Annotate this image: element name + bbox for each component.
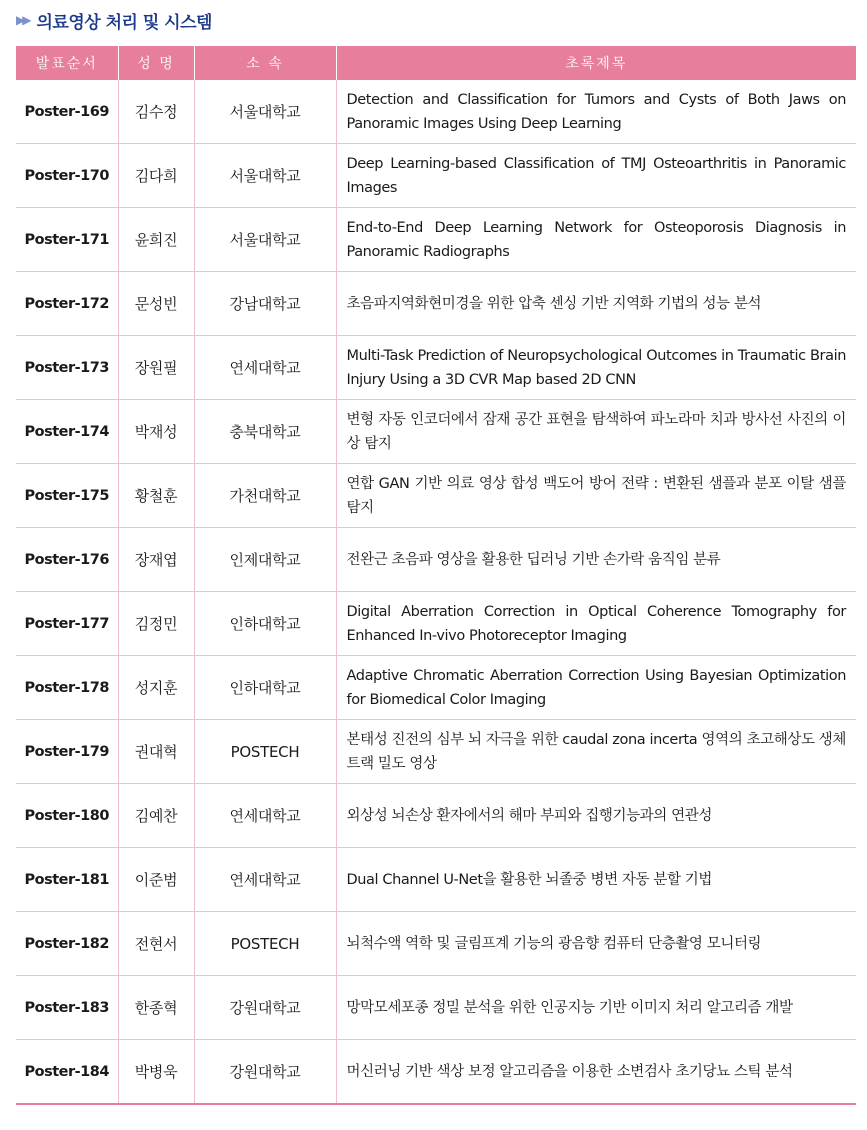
- author-affiliation: 인하대학교: [194, 592, 336, 656]
- header-affiliation: 소 속: [194, 46, 336, 80]
- author-affiliation: 연세대학교: [194, 784, 336, 848]
- author-affiliation: 인하대학교: [194, 656, 336, 720]
- double-arrow-icon: ▶▶: [16, 13, 29, 27]
- table-row: [16, 848, 856, 912]
- table-row: [16, 464, 856, 528]
- poster-order: Poster-180: [16, 784, 118, 848]
- table-row: [16, 272, 856, 336]
- author-name: 문성빈: [118, 272, 194, 336]
- table-row: [16, 528, 856, 592]
- author-name: 장재엽: [118, 528, 194, 592]
- table-row: [16, 784, 856, 848]
- author-name: 박병욱: [118, 1040, 194, 1105]
- table-row: [16, 592, 856, 656]
- author-affiliation: 가천대학교: [194, 464, 336, 528]
- abstract-title: 머신러닝 기반 색상 보정 알고리즘을 이용한 소변검사 초기당뇨 스틱 분석: [346, 1063, 793, 1080]
- poster-order: Poster-176: [16, 528, 118, 592]
- abstract-title: Detection and Classification for Tumors and Cysts of Both Jaws on Panoramic Images Using Deep Learning: [336, 80, 856, 144]
- poster-order: Poster-172: [16, 272, 118, 336]
- abstract-title: 뇌척수액 역학 및 글림프계 기능의 광음향 컴퓨터 단층촬영 모니터링: [336, 912, 856, 976]
- abstract-title: 초음파지역화현미경을 위한 압축 센싱 기반 지역화 기법의 성능 분석: [336, 272, 856, 336]
- header-name: 성 명: [118, 46, 194, 80]
- abstract-title: 본태성 진전의 심부 뇌 자극을 위한 caudal zona incerta 영역의 초고해상도 생체 트랙 밀도 영상: [336, 720, 856, 784]
- abstract-title: Digital Aberration Correction in Optical Coherence Tomography for Enhanced In-vivo Photoreceptor Imaging: [336, 592, 856, 656]
- poster-order: Poster-175: [16, 464, 118, 528]
- author-affiliation: 연세대학교: [194, 336, 336, 400]
- author-name: 황철훈: [118, 464, 194, 528]
- author-affiliation: 강원대학교: [194, 1040, 336, 1105]
- abstract-title: 변형 자동 인코더에서 잠재 공간 표현을 탐색하여 파노라마 치과 방사선 사진의 이상 탐지: [336, 400, 856, 464]
- author-name: 장원필: [118, 336, 194, 400]
- author-affiliation: POSTECH: [194, 720, 336, 784]
- poster-order: Poster-177: [16, 592, 118, 656]
- poster-table: [16, 46, 856, 1105]
- table-row: [16, 912, 856, 976]
- poster-order: Poster-171: [16, 208, 118, 272]
- author-name: 김예찬: [118, 784, 194, 848]
- poster-order: Poster-170: [16, 144, 118, 208]
- abstract-title: Deep Learning-based Classification of TMJ Osteoarthritis in Panoramic Images: [336, 144, 856, 208]
- table-row: [16, 208, 856, 272]
- poster-order: Poster-183: [16, 976, 118, 1040]
- author-name: 이준범: [118, 848, 194, 912]
- author-affiliation: POSTECH: [194, 912, 336, 976]
- table-row: [16, 1040, 856, 1105]
- poster-order: Poster-178: [16, 656, 118, 720]
- abstract-title: 연합 GAN 기반 의료 영상 합성 백도어 방어 전략 : 변환된 샘플과 분포 이탈 샘플 탐지: [336, 464, 856, 528]
- poster-order: Poster-174: [16, 400, 118, 464]
- author-affiliation: 인제대학교: [194, 528, 336, 592]
- table-row: [16, 720, 856, 784]
- poster-order: Poster-173: [16, 336, 118, 400]
- author-name: 김다희: [118, 144, 194, 208]
- poster-order: Poster-184: [16, 1040, 118, 1105]
- poster-order: Poster-179: [16, 720, 118, 784]
- table-row: [16, 976, 856, 1040]
- abstract-title: Adaptive Chromatic Aberration Correction Using Bayesian Optimization for Biomedical Color Imaging: [336, 656, 856, 720]
- table-row: [16, 656, 856, 720]
- author-name: 전현서: [118, 912, 194, 976]
- abstract-title: 전완근 초음파 영상을 활용한 딥러닝 기반 손가락 움직임 분류: [336, 528, 856, 592]
- author-name: 김수정: [118, 80, 194, 144]
- author-affiliation: 서울대학교: [194, 80, 336, 144]
- author-affiliation: 서울대학교: [194, 208, 336, 272]
- author-name: 성지훈: [118, 656, 194, 720]
- author-affiliation: 강원대학교: [194, 976, 336, 1040]
- abstract-title: Dual Channel U-Net을 활용한 뇌졸중 병변 자동 분할 기법: [336, 848, 856, 912]
- table-row: [16, 80, 856, 144]
- table-row: [16, 400, 856, 464]
- header-title: 초록제목: [336, 46, 856, 80]
- author-affiliation: 연세대학교: [194, 848, 336, 912]
- author-name: 박재성: [118, 400, 194, 464]
- abstract-title: 망막모세포종 정밀 분석을 위한 인공지능 기반 이미지 처리 알고리즘 개발: [336, 976, 856, 1040]
- author-name: 권대혁: [118, 720, 194, 784]
- author-affiliation: 충북대학교: [194, 400, 336, 464]
- author-affiliation: 강남대학교: [194, 272, 336, 336]
- abstract-title: End-to-End Deep Learning Network for Osteoporosis Diagnosis in Panoramic Radiographs: [336, 208, 856, 272]
- author-name: 김정민: [118, 592, 194, 656]
- author-name: 윤희진: [118, 208, 194, 272]
- header-order: 발표순서: [16, 46, 118, 80]
- section-heading: [16, 6, 212, 34]
- poster-order: Poster-182: [16, 912, 118, 976]
- abstract-title: 외상성 뇌손상 환자에서의 해마 부피와 집행기능과의 연관성: [336, 784, 856, 848]
- abstract-title: Multi-Task Prediction of Neuropsychological Outcomes in Traumatic Brain Injury Using a 3D CVR Map based 2D CNN: [336, 336, 856, 400]
- poster-order: Poster-181: [16, 848, 118, 912]
- poster-order: Poster-169: [16, 80, 118, 144]
- author-affiliation: 서울대학교: [194, 144, 336, 208]
- section-title: 의료영상 처리 및 시스템: [36, 12, 212, 33]
- author-name: 한종혁: [118, 976, 194, 1040]
- table-row: [16, 336, 856, 400]
- table-row: [16, 144, 856, 208]
- table-header-row: [16, 46, 856, 80]
